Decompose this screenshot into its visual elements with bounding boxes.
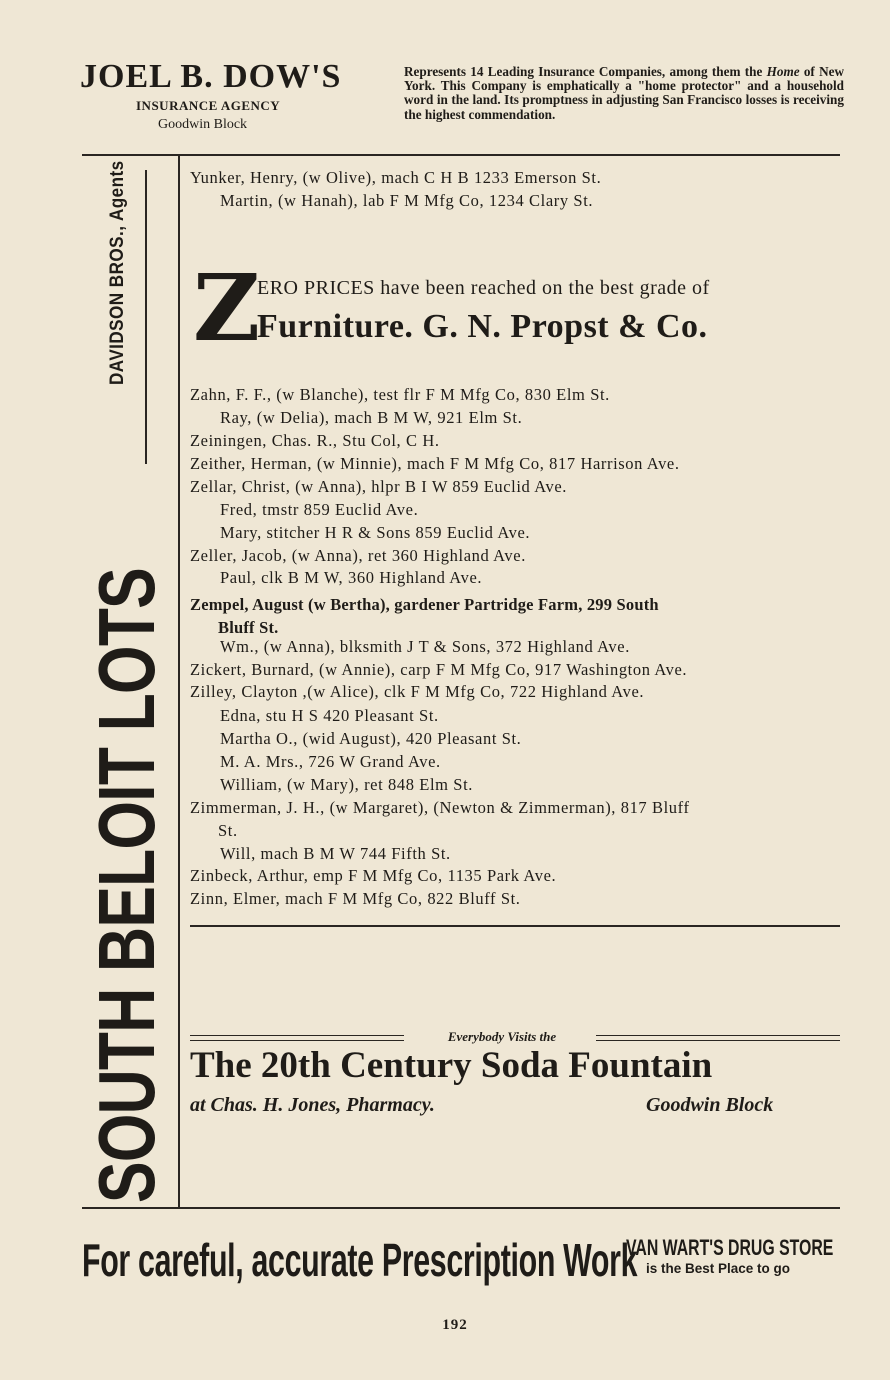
directory-entry: M. A. Mrs., 726 W Grand Ave. xyxy=(220,752,441,771)
directory-entry-bold xyxy=(190,594,842,640)
directory-entry-line: Zempel, August (w Bertha), gardener Partridge Farm, 299 South xyxy=(190,595,659,614)
directory-entry: Martha O., (wid August), 420 Pleasant St. xyxy=(220,729,522,748)
directory-entry: Zinbeck, Arthur, emp F M Mfg Co, 1135 Park Ave. xyxy=(190,866,557,885)
drug-store-tagline: is the Best Place to go xyxy=(646,1261,791,1276)
directory-entry: Will, mach B M W 744 Fifth St. xyxy=(220,844,451,863)
directory-entry: Zinn, Elmer, mach F M Mfg Co, 822 Bluff St. xyxy=(190,889,521,908)
directory-entry: Martin, (w Hanah), lab F M Mfg Co, 1234 Clary St. xyxy=(220,191,594,210)
soda-ad-location: Goodwin Block xyxy=(646,1094,774,1116)
insurance-ad-copy xyxy=(404,65,844,122)
soda-ad-rule-left xyxy=(190,1035,404,1041)
directory-entry-line: Zimmerman, J. H., (w Margaret), (Newton & Zimmerman), 817 Bluff xyxy=(190,798,690,817)
directory-entry: Zeither, Herman, (w Minnie), mach F M Mfg Co, 817 Harrison Ave. xyxy=(190,454,680,473)
directory-entry: Paul, clk B M W, 360 Highland Ave. xyxy=(220,568,483,587)
directory-entry: William, (w Mary), ret 848 Elm St. xyxy=(220,775,473,794)
directory-entry: Zilley, Clayton ,(w Alice), clk F M Mfg Co, 722 Highland Ave. xyxy=(190,682,645,701)
side-ad-divider xyxy=(145,170,147,464)
drug-store-name xyxy=(626,1236,856,1260)
side-lots-label: SOUTH BELOIT LOTS xyxy=(82,568,171,1203)
directory-entry: Zahn, F. F., (w Blanche), test flr F M Mfg Co, 830 Elm St. xyxy=(190,385,610,404)
directory-entry: Wm., (w Anna), blksmith J T & Sons, 372 Highland Ave. xyxy=(220,637,630,656)
directory-entry: Mary, stitcher H R & Sons 859 Euclid Ave. xyxy=(220,523,531,542)
side-lots-headline xyxy=(82,513,171,1203)
insurance-agency-location: Goodwin Block xyxy=(158,117,248,132)
insurance-ad-copy-part2: of New York. This Company is emphatically a "home protector" and a household word in the land. Its promptness in adjusting San Francisco losses is receiving the highest commendation. xyxy=(404,64,845,122)
directory-entry: Zeiningen, Chas. R., Stu Col, C H. xyxy=(190,431,440,450)
soda-ad-kicker: Everybody Visits the xyxy=(447,1029,557,1044)
side-agents-label: DAVIDSON BROS., Agents xyxy=(107,160,128,385)
directory-entry xyxy=(190,797,842,843)
bottom-divider xyxy=(82,1207,840,1209)
directory-entry: Zeller, Jacob, (w Anna), ret 360 Highland Ave. xyxy=(190,546,526,565)
insurance-ad-copy-part1: Represents 14 Leading Insurance Companies, among them the xyxy=(404,64,767,79)
soda-ad-title: The 20th Century Soda Fountain xyxy=(190,1045,713,1086)
propst-ad-line1: ERO PRICES have been reached on the best grade of xyxy=(257,277,710,299)
directory-entry: Zickert, Burnard, (w Annie), carp F M Mfg Co, 917 Washington Ave. xyxy=(190,660,688,679)
prescription-ad-headline-text: For careful, accurate Prescription Work xyxy=(82,1234,638,1286)
directory-entry: Ray, (w Delia), mach B M W, 921 Elm St. xyxy=(220,408,523,427)
soda-ad-pharmacy: at Chas. H. Jones, Pharmacy. xyxy=(190,1094,435,1116)
top-divider xyxy=(82,154,840,156)
side-agents-text xyxy=(105,160,131,385)
insurance-ad-copy-emphasis: Home xyxy=(766,64,800,79)
column-divider xyxy=(178,154,180,1208)
directory-entry-continuation: Bluff St. xyxy=(218,617,279,637)
soda-ad-rule-right xyxy=(596,1035,840,1041)
propst-ad-initial: Z xyxy=(193,254,261,362)
drug-store-name-text: VAN WART'S DRUG STORE xyxy=(626,1235,834,1260)
directory-entry: Edna, stu H S 420 Pleasant St. xyxy=(220,706,439,725)
insurance-agency-name: JOEL B. DOW'S xyxy=(80,58,342,95)
list-end-divider xyxy=(190,925,840,927)
prescription-ad-headline xyxy=(82,1232,702,1288)
propst-ad-line2: Furniture. G. N. Propst & Co. xyxy=(257,308,708,345)
directory-entry: Zellar, Christ, (w Anna), hlpr B I W 859 Euclid Ave. xyxy=(190,477,567,496)
directory-entry-continuation: St. xyxy=(218,820,238,840)
directory-entry: Yunker, Henry, (w Olive), mach C H B 1233 Emerson St. xyxy=(190,168,602,187)
page-number: 192 xyxy=(442,1317,468,1333)
insurance-agency-subtitle: INSURANCE AGENCY xyxy=(136,98,281,113)
directory-entry: Fred, tmstr 859 Euclid Ave. xyxy=(220,500,419,519)
